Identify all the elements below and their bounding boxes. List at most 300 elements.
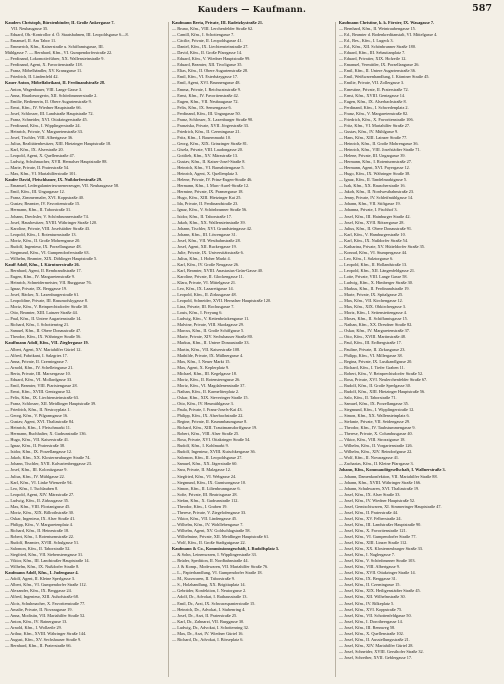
directory-entry: — Josef, Kfm., III. Landstraßer Hauptstraße 90.	[338, 521, 422, 527]
directory-entry: — Berta, Private, III. Marxergasse 10.	[5, 370, 71, 376]
directory-entry: — Heinrich, Kfm., VI. Barnabitengasse 5.	[171, 165, 245, 171]
directory-entry: — Richard, Dr., Advokat, I. Börseplatz 6.	[171, 636, 244, 642]
directory-entry: — Bernhard, Kfm., II. Praterstraße 66.	[5, 642, 72, 648]
directory-entry: — Marie, Private, II. Praterstraße 54.	[5, 165, 70, 171]
directory-entry: — Emilie, Bedienerin, II. Obere Augartenstraße 9.	[5, 98, 92, 104]
directory-entry: — Josef, Kfm., IX. Alser Straße 33.	[338, 491, 401, 497]
directory-entry: — Wilhelm, Kfm., XIV. Reindorfgasse 22.	[338, 449, 413, 455]
directory-entry: — Ernst, Kfm., XVIII. Gentzgasse 14.	[338, 92, 406, 98]
directory-entry: — Josef, Kfm., III. Rennweg 58.	[338, 624, 396, 630]
directory-entry: Kaufer David, Fleischhauer, IX. Nußdorferstraße 29.	[5, 177, 103, 183]
directory-entry: Kauffmann Adolf, Kfm., VII. Zieglergasse 19.	[5, 340, 89, 346]
directory-entry: — Max, Kfm., VIII. Florianigasse 45.	[5, 503, 71, 509]
directory-entry: — Viktor, Kfm., VII. Lindengasse 45.	[171, 515, 238, 521]
directory-entry: — Emanuel, Ledergalanteriewarenerzeuger, VII. Neubaugasse 58.	[5, 183, 120, 189]
directory-entry: — Franziska, Private, XVII. Jörgerstraße 33.	[171, 122, 249, 128]
directory-entry: Kaufmann Adolf, Kfm., I. Judengasse 4.	[5, 570, 79, 576]
directory-entry: — Josef, Tischler, VIII. Albertgasse 36.	[5, 134, 74, 140]
directory-entry: — Ed., Bes., Kfm., I. Lugeck 3.	[338, 38, 394, 44]
page-number: 587	[472, 3, 492, 14]
directory-entry: — Eduard, Ob.-Kontrollor d. Ö. Staatsbahnen, III. Leopoldsgasse 6—8.	[5, 32, 129, 38]
directory-entry: — Heinrich, Private, V. Margaretenstraße 33.	[5, 128, 83, 134]
directory-entry: — Josef, Kfm., XIV. Mariahilfer Gürtel 28.	[338, 642, 414, 648]
directory-entry: — Brüder, Spedition, II. Nordbahnstraße 44.	[171, 558, 249, 564]
directory-entry: — Daniel, Kfm., IX. Liechtensteinstraße 27.	[171, 44, 249, 50]
directory-entry: — Richard, Kfm., II. Heinestraße 18.	[5, 527, 70, 533]
directory-entry: — Siegfried, Kfm., VII. Siebensterngasse 31.	[5, 552, 84, 558]
directory-entry: — Josef, Kfm., IX. Berggasse 31.	[338, 576, 397, 582]
directory-entry: — Hugo, Kfm., VII. Kaiserstraße 41.	[5, 437, 70, 443]
directory-entry: — Max, Kfm., VI. Mariahilferstraße 101.	[5, 171, 77, 177]
directory-entry: — Felix, Kfm., IX. Sensengasse 6.	[171, 104, 232, 110]
directory-entry: — Johann, Kfm., VII. Stiftgasse 19.	[338, 201, 401, 207]
directory-entry: — Otto, Kfm., IV. Heumühlgasse 3.	[171, 400, 234, 406]
directory-entry: — Josef, Kfm., XV. Felberstraße 24.	[338, 515, 402, 521]
directory-entry: — Johann, Schuhwaren, XVI. Thaliastraße 19.	[338, 485, 420, 491]
directory-entry: — Emil, Dr., Arzt, IX. Schwarzspanierstraße 15.	[171, 600, 256, 606]
directory-entry: — Leo, Kfm., I. Tuchlauben 8.	[5, 485, 59, 491]
directory-entry: — Mathilde, Private, IX. Müllnergasse 4.	[171, 352, 244, 358]
directory-entry: — Moriz, Kfm., II. Rotensterngasse 26.	[171, 376, 241, 382]
directory-entry: — Emil, Weißwarenhandlung, I. Kärntner Straße 45.	[338, 74, 430, 80]
directory-entry: — Amalie, Private, II. Novaragasse 19.	[5, 606, 73, 612]
directory-entry: — Philipp, Kfm., VI. Millergasse 38.	[338, 352, 403, 358]
directory-entry: — Nathan, Kfm., XX. Dresdner Straße 82.	[338, 322, 413, 328]
directory-entry: — Franz, Kfm., V. Margaretenstraße 82.	[338, 110, 409, 116]
directory-entry: — Otto, Beamter, XIII. Lainzer Straße 44.	[5, 310, 78, 316]
directory-entry: — Richard, Kfm., I. Schottenring 21.	[5, 322, 70, 328]
directory-entry: — Ludwig, Kfm., X. Himberger Straße 30.	[338, 280, 413, 286]
directory-entry: VII. Neubaugasse 35.	[11, 26, 49, 32]
directory-entry: — Oskar, Ingenieur, IX. Alser Straße 41.	[5, 515, 76, 521]
directory-entry: — Ed., Beamter d. Bodenkreditanstalt, VI. Mittelgasse 4.	[338, 32, 438, 38]
directory-entry: — Fritz, Kfm., I. Bauernmarkt 10.	[171, 134, 232, 140]
directory-entry: — Leopold, Agent, XIV. Märzstraße 27.	[5, 491, 75, 497]
directory-entry: — Emil, Agent, XVI. Brunnengasse 48.	[171, 80, 241, 86]
directory-entry: — Josef, Dr., Arzt, II. Praterstraße 25.	[171, 612, 238, 618]
directory-entry: — Ferdinand, Agent, X. Favoritenstraße 118.	[5, 62, 83, 68]
directory-entry: — Isak, Kfm., XX. Rauscherstraße 16.	[338, 183, 406, 189]
directory-entry: — Leopold, Kfm., XII. Längenfeldgasse 21.	[338, 267, 416, 273]
directory-entry: — Anton, Wagenbauer, VIII. Lange Gasse 3.	[5, 86, 83, 92]
directory-entry: — Gustav, Beamter, IV. Favoritenstraße 15.	[5, 201, 81, 207]
directory-entry: — Karoline, Private, II. Glockengasse 11.	[171, 273, 244, 279]
directory-entry: — Isidor, Kfm., IX. Porzellangasse 12.	[5, 449, 73, 455]
directory-entry: — Malvine, Private, VIII. Skodagasse 29.	[171, 322, 244, 328]
directory-entry: — Siegmund, Kfm., VI. Gumpendorferstraße 63.	[5, 249, 90, 255]
directory-entry: — Adolf, Agent, II. Kleine Sperlgasse 3.	[5, 576, 75, 582]
directory-entry: — Otto, Kfm., XVIII. Martinstraße 48.	[338, 334, 407, 340]
directory-entry: — Hermine, Private, IX. Pramergasse 18.	[171, 189, 244, 195]
directory-entry: Kaufmann & Co., Kommissionsgeschäft, I. Rudolfsplatz 5.	[171, 546, 280, 552]
directory-entry: — Alexander, Kfm., IX. Berggasse 24.	[5, 588, 72, 594]
directory-entry: — Rudolf, Kfm., I. Kohlmarkt 9.	[171, 443, 229, 449]
directory-entry: — Karl, Kfm., IV. Große Neugasse 26.	[171, 261, 239, 267]
directory-entry: — Markus, Kfm., II. Ferdinandstraße 19.	[338, 286, 410, 292]
directory-entry: — Leopold, Agent, X. Quellenstraße 47.	[5, 153, 75, 159]
column-1	[5, 20, 165, 680]
directory-entry: — Simon, Kfm., II. Lilienbrunngasse 6.	[171, 485, 241, 491]
directory-entry: — Marie, Private, IX. Spitalgasse 25.	[338, 292, 404, 298]
directory-entry: — Wilhelmine, Private, XII. Meidlinger Hauptstraße 61.	[171, 533, 270, 539]
directory-entry: — Markus, Kfm., II. Untere Donaustraße 33.	[171, 340, 250, 346]
directory-entry: — Pauline, Private, II. Zirkusgasse 23.	[338, 346, 406, 352]
directory-entry: — Franz, Zimmermaler, XVI. Koppstraße 40.	[5, 195, 84, 201]
directory-entry: — Eduard, Kfm., III. Sebastianplatz 7.	[338, 50, 406, 56]
directory-entry: — Rudolf, Ingenieur, IX. Porzellangasse 48.	[5, 243, 82, 249]
directory-entry: — Nathan, Kfm., II. Karmeliterplatz 2.	[171, 388, 240, 394]
directory-entry: — Josef, Schlosser, III. Landstraße Hauptstraße 72.	[5, 110, 94, 116]
directory-entry: — Stefan, Kfm., X. Gudrunstraße 112.	[171, 497, 239, 503]
directory-entry: — Jakob, Kfm., XX. Wallensteinstraße 39.	[171, 219, 246, 225]
directory-entry: — Regina, Private, IX. Lustkandlgasse 20.	[338, 358, 413, 364]
directory-entry: — Leopold, Kfm., II. Hollandstraße 13.	[338, 261, 408, 267]
directory-entry: — Oskar, Kfm., IV. Margaretenstraße 37.	[338, 328, 410, 334]
directory-entry: — Helene, Private, III. Ungargasse 39.	[338, 153, 406, 159]
directory-entry: — Josef, Kfm., V. Schönbrunner Straße 103.	[338, 558, 416, 564]
directory-entry: — Heinrich, Kfm., VIII. Josefstädter Straße 71.	[338, 146, 421, 152]
directory-entry: — Emma, Private, I. Reichsratsstraße 9.	[171, 86, 241, 92]
directory-entry: — Marie, Private, XIV. Sechshauser Straße 80.	[171, 334, 253, 340]
column-2	[172, 20, 332, 680]
directory-entry: — Klara, Private, VI. Mittelgasse 21.	[171, 280, 237, 286]
directory-entry: Kaufmann Berta, Private, III. Radetzkystraße 21.	[171, 20, 264, 25]
page-header	[0, 4, 504, 18]
directory-entry: — Emanuel, II. Am Tabor 11.	[5, 38, 57, 44]
directory-entry: — Josef, Schreiber, XVII. Geblergasse 17.	[338, 654, 413, 660]
directory-entry: — Johanna, Private, I. Fischhof 3.	[338, 207, 398, 213]
directory-entry: — Gisela, Private, VIII. Laudongasse 20.	[171, 146, 244, 152]
directory-entry: — Josef, Kfm., XII. Wilhelmstraße 30.	[338, 594, 406, 600]
directory-entry: — Wilhelm, Beamter, XIX. Döblinger Hauptstraße 5.	[5, 255, 98, 261]
directory-entry: — Josef, Kfm., III. Hainburger Straße 42.	[338, 213, 411, 219]
directory-entry: — Josef, Kfm., IV. Rilkeplatz 5.	[338, 600, 395, 606]
directory-entry: — Ida, Private, II. Ferdinandstraße 23.	[171, 201, 239, 207]
directory-entry: — Therese, Private, X. Columbusgasse 40.	[338, 431, 413, 437]
directory-entry: — Ferdinand, Kfm., I. Schwedenplatz 2.	[338, 104, 409, 110]
directory-entry: — Max, Kfm., VII. Kirchengasse 12.	[338, 298, 403, 304]
directory-entry: — Wilhelm, Kfm., II. Vorgartenstraße 126.	[338, 443, 413, 449]
directory-entry: — Sara, Private, II. Malzgasse 12.	[171, 467, 231, 473]
directory-entry: — Josef, Kfm., XIX. Heiligenstädter Straße 45.	[338, 588, 421, 594]
directory-entry: — Simon, Kfm., XX. Wallensteinplatz 6.	[338, 413, 410, 419]
directory-entry: — Zacharias, Kfm., II. Kleine Pfarrgasse 3.	[338, 461, 414, 467]
directory-entry: — Therese, Private, V. Ziegelofengasse 33.	[171, 509, 247, 515]
directory-entry: — Karl, Kfm., IX. Alserstraße 20.	[5, 146, 64, 152]
directory-entry: — Siegmund, Kfm., I. Wipplingerstraße 12.	[338, 407, 415, 412]
directory-entry: — Friedrich, Kfm., X. Favoritenstraße 106.	[338, 116, 414, 122]
directory-entry: — Gustav, Kfm., II. Kaiser-Josef-Straße 8.	[171, 159, 246, 165]
directory-entry: — Helene, Private, IV. Prinz-Eugen-Straße 46.	[171, 177, 253, 183]
directory-entry: — Emanuel, Vermittler, IX. Porzellangasse 26.	[338, 62, 420, 68]
directory-entry: — Jakob, Kfm., II. Nordwestbahnstraße 23.	[338, 189, 415, 195]
directory-entry: — Josef, Kfm., X. Quellenstraße 102.	[338, 630, 404, 636]
directory-entry: — Max, Dr., Arzt, IV. Wiedner Gürtel 16.	[171, 630, 244, 636]
directory-entry: — Rudolf, Kfm., II. Große Sperlgasse 30.	[338, 382, 411, 388]
directory-entry: — Franz, Schneider, XVI. Ottakringerstraße 45.	[5, 116, 88, 122]
directory-entry: — Ignaz, Kfm., V. Schönbrunner Straße 56.	[171, 207, 248, 213]
directory-entry: — Leopold, Kfm., II. Zirkusgasse 48.	[171, 292, 237, 298]
directory-entry: — Philipp, Kfm., IX. Alserbachstraße 22.	[171, 413, 244, 419]
directory-entry: — Elias, Kfm., II. Obere Augartenstraße 28.	[171, 68, 249, 74]
directory-entry: — Josef, Hausbesitzer, XVIII. Währinger Straße 120.	[5, 219, 98, 225]
directory-entry: — Josef, Kfm., X. Favoritenstraße 121.	[338, 527, 407, 533]
directory-entry: — August, Kfm., XV. Sechshauser Straße 9.	[5, 636, 82, 642]
directory-entry: — Louis, Kfm., I. Freyung 6.	[171, 310, 223, 316]
directory-entry: — David, Kfm., II. Große Pfarrgasse 14.	[171, 50, 243, 56]
directory-entry: — Rudolf, Kfm., XIII. Hietzinger Hauptstraße 56.	[338, 388, 426, 394]
directory-entry: — Leopoldine, Private, III. Rasumofskygasse 8.	[5, 298, 88, 304]
directory-entry: — Gottlieb, Kfm., XV. Märzstraße 13.	[171, 153, 239, 159]
directory-entry: — Michael, Kfm., III. Kegelgasse 18.	[171, 370, 238, 376]
directory-entry: — Leopold, Kfm., I. Rotenturmstraße 13.	[5, 231, 77, 237]
directory-entry: — Georg, Kfm., XIX. Grinzinger Straße 81.	[171, 140, 249, 146]
directory-entry: — Josef, Kfm., VII. Westbahnstraße 28.	[171, 237, 241, 243]
directory-entry: — Ernestine, Private, II. Praterstraße 72.	[338, 86, 409, 92]
directory-entry: — Josef, Kfm., XVI. Koppstraße 75.	[338, 606, 403, 612]
directory-entry: — Eugen, Kfm., VII. Neubaugasse 72.	[171, 98, 239, 104]
directory-entry: — Salomon, Kfm., II. Taborstraße 52.	[5, 546, 71, 552]
directory-entry: — & Sohn, Leinenwaren, I. Wipplingerstraße 33.	[171, 552, 257, 558]
directory-entry: — Hermann, Kfm., I. Marc-Aurel-Straße 12.	[171, 183, 250, 189]
directory-entry: — Theodor, Kfm., IV. Taubstummengasse 9.	[338, 425, 416, 431]
directory-entry: — Hugo, Kfm., XIII. Hietzinger Kai 25.	[171, 195, 242, 201]
directory-columns	[5, 20, 499, 680]
directory-entry: — Alfred, Ingenieur, XIII. Auhofstraße 68.	[5, 594, 79, 600]
directory-entry: — Ferdinand, Kfm., I. Wipplingerstraße 24.	[5, 122, 81, 128]
directory-entry: — Franz, Möbelhändler, XV. Kranzgasse 11.	[5, 68, 83, 74]
directory-entry: — Theodor, Kfm., I. Graben 19.	[171, 503, 228, 509]
directory-entry: Johann, Kfm., Kommanditgesellschaft, I. Wallnerstraße 3.	[338, 467, 446, 473]
directory-entry: — Josef, Gemischtwaren, XI. Simmeringer Hauptstraße 47.	[338, 503, 442, 509]
directory-entry: — Johann, Tischler, XVII. Kalvarienberggasse 23.	[5, 461, 92, 467]
directory-entry: — Siegfried, Kfm., VI. Webgasse 24.	[171, 473, 237, 479]
directory-entry: — Karl, Beamter, XVIII. Anastasius-Grün-Gasse 40.	[171, 267, 263, 273]
directory-entry: — Rudolf, Ingenieur, XVIII. Kutschkergasse 36.	[171, 449, 256, 455]
directory-entry: — Arnold, Kfm., IV. Schelleingasse 21.	[5, 364, 74, 370]
directory-entry: — Arnold, Kfm., I. Wollzeile 29.	[5, 624, 62, 630]
directory-entry: — Julius, Realitätenbesitzer, XIII. Hietzinger Hauptstraße 18.	[5, 140, 112, 146]
directory-entry: — Friedrich, II. Lindenfeld 42.	[5, 74, 59, 80]
directory-entry: — Moriz, Kfm., VI. Magdalenenstraße 37.	[171, 382, 246, 388]
directory-entry: — Rosa, Private, XVI. Ottakringer Straße 54.	[171, 437, 251, 443]
directory-entry: — Oskar, Kfm., XIX. Sieveringer Straße 15.	[171, 394, 249, 400]
directory-entry: — Wolf, Kfm., II. Große Stadtgutgasse 22.	[171, 540, 246, 546]
directory-entry: — Johann, Damenkonfektion, VII. Mariahilfer Straße 88.	[338, 473, 438, 479]
directory-entry: — Josef, Kfm., VI. Gumpendorfer Straße 77.	[338, 533, 417, 539]
directory-entry: — Hermann, Buchhalter, X. Gudrunstraße 136.	[5, 431, 87, 437]
directory-entry: — Regine, Private, II. Krummbaumgasse 8.	[171, 419, 248, 425]
directory-entry: — Stefanie, Private, VII. Seidengasse 29.	[338, 419, 411, 425]
directory-entry: — Emil, Kfm., VI. Esterházygasse 17.	[171, 74, 239, 80]
directory-entry: — Eugen, Kfm., IV. Margaretenstraße 9.	[5, 273, 76, 279]
directory-entry: — Isidor, Kfm., II. Taborstraße 17.	[171, 213, 232, 219]
directory-entry: — Paul, Kfm., III. Erdbergstraße 17.	[338, 340, 402, 346]
directory-entry: — Eugen, Kfm., IX. Alserbachstraße 8.	[338, 98, 407, 104]
directory-entry: — Ludwig, Kfm., V. Kettenbrückengasse 11.	[171, 316, 250, 322]
directory-entry: — Karl, Kfm., VI. Linke Wienzeile 94.	[5, 479, 73, 485]
directory-entry: — Samuel, Kfm., II. Obere Donaustraße 47.	[5, 328, 82, 334]
directory-entry: — Anna, Modistin, VII. Mariahilfer Straße 52.	[5, 612, 86, 618]
directory-entry: — Josef, Kfm., II. Praterstraße 44.	[338, 509, 399, 515]
directory-entry: — Lotte, Private, VIII. Lange Gasse 58.	[338, 273, 408, 279]
directory-entry: — Wilhelm, Kfm., IX. Nußdorfer Straße 8.	[5, 564, 80, 570]
directory-entry: — Katharina, Private, XV. Hütteldorfer Straße 35.	[338, 243, 426, 249]
directory-entry: — Bruno, Kfm., VIII. Lerchenfelder Straße 62.	[171, 26, 254, 32]
directory-entry: — Ferdinand, Kfm., III. Ungargasse 50.	[171, 110, 241, 116]
directory-entry: — Salomon, Kfm., II. Leopoldsgasse 27.	[171, 455, 243, 461]
directory-entry: — Ferdinand, Lokomotivführer, XX. Wallensteinstraße 9.	[5, 56, 105, 62]
directory-entry: — Paul, Kfm., II. Untere Augartenstraße 14.	[5, 316, 82, 322]
directory-entry: — Ernst, Kfm., IV. Favoritenstraße 42.	[171, 92, 239, 98]
directory-entry: — Bernhard, Agent, II. Rembrandtstraße 17.	[5, 267, 82, 273]
directory-entry: — Josef, Kfm., XVII. Ottakringer Straße 14.	[338, 570, 416, 576]
directory-entry: — Karl, Kfm., V. Hamburgerstraße 10.	[338, 231, 406, 237]
directory-entry: — Ludwig, Schuhmacher, XVII. Hernalser Hauptstraße 88.	[5, 159, 108, 165]
directory-entry: — Emmerich, Kfm., Kaiserstraße u. Schiffamtsgasse, III.	[5, 44, 104, 50]
directory-entry: — Heinrich, Kfm., I. Fleischmarkt 11.	[5, 425, 71, 431]
directory-entry: — Robert, Kfm., V. Reinprechtsdorfer Straße 52.	[338, 370, 424, 376]
directory-entry: — Eduard, Kfm., V. Wiedner Hauptstraße 99.	[171, 56, 251, 62]
directory-entry: — Karl, Dr., Zahnarzt, VII. Burggasse 30.	[171, 618, 245, 624]
column-3	[339, 20, 499, 680]
directory-entry: — Gustav, Agent, XVI. Thaliastraße 84.	[5, 419, 75, 425]
directory-entry: — Emilie, Private, VII. Zollergasse 3.	[338, 80, 405, 86]
directory-entry: — Josef, Kfm., XVII. Rötzergasse 28.	[338, 219, 405, 225]
directory-entry: — Moses, Kfm., II. Schiffamtsgasse 15.	[338, 316, 408, 322]
directory-entry: — Theodor, Kfm., IX. Währinger Straße 56.	[5, 334, 82, 340]
directory-entry: — Hugo, Kfm., IX. Währinger Straße 38.	[338, 171, 411, 177]
directory-entry: — Anna, Private, II. Czerningasse 7.	[5, 358, 69, 364]
directory-entry: — Ignaz, Private, IX. Berggasse 19.	[5, 286, 68, 292]
directory-entry: — Albert, Kfm., VI. Gumpendorfer Straße 112.	[5, 582, 87, 588]
directory-entry: — Martin, Kfm., VII. Kaiserstraße 108.	[171, 346, 241, 352]
directory-entry: — Moriz, Kfm., I. Seitenstettengasse 4.	[338, 310, 407, 316]
directory-entry: — Julius, Kfm., II. Obere Donaustraße 91.	[338, 225, 413, 231]
directory-entry: — Adolf, Dr., Advokat, I. Rathausstraße 13.	[171, 594, 248, 600]
directory-entry: — Bernhard, Kfm., II. Weintraubengasse 15.	[338, 26, 416, 32]
directory-entry: — Jenny, Private, IV. Schleifmühlgasse 14.	[338, 195, 414, 201]
column-divider	[168, 22, 169, 677]
directory-entry: — Paula, Private, I. Franz-Josefs-Kai 43.	[171, 407, 243, 412]
directory-entry: — Cäcilie, Private, II. Leopoldsgasse 41.	[171, 38, 243, 44]
directory-entry: — Heinrich, Dr., Advokat, I. Stubenring 4.	[171, 606, 246, 612]
directory-entry: — Hans, Kfm., XIII. Lainzer Straße 77.	[338, 134, 408, 140]
directory-entry: — M., Kurzwaren, II. Taborstraße 9.	[171, 576, 235, 582]
directory-entry: — Hermann, Agent, XVI. Payergasse 12.	[338, 165, 410, 171]
directory-entry: — Alois, Schuhmacher, X. Favoritenstraße 77.	[5, 600, 86, 606]
directory-entry: — Max, Kfm., XIX. Obkirchergasse 3.	[338, 304, 406, 310]
directory-entry: — Emil, Kfm., III. Ungargasse 12.	[5, 189, 65, 195]
directory-entry: — L., Papierhandlung, VI. Gumpendorfer Straße 18.	[171, 570, 263, 576]
directory-entry: — Georg, Kfm., V. Pilgramgasse 16.	[5, 413, 69, 419]
directory-entry: — Arthur, Kfm., XVIII. Währinger Straße 144.	[5, 630, 87, 636]
directory-entry: — Sofie, Private, III. Beatrixgasse 28.	[171, 491, 238, 497]
directory-entry: — Hermann, Kfm., II. Taborstraße 31.	[5, 207, 72, 213]
directory-entry: — Josef, Kfm., VIII. Albertgasse 9.	[338, 564, 400, 570]
directory-entry: — Josef, Kfm., IV. Wiedner Hauptstraße 52.	[338, 497, 416, 503]
directory-entry: — Leo, Kfm., I. Salztorgasse 6.	[338, 255, 394, 261]
directory-entry: — Johann, Kfm., XVIII. Währinger Straße 166.	[338, 479, 422, 485]
directory-entry: — Josef, Agent, XII. Ruckergasse 19.	[171, 243, 237, 249]
directory-entry: — Emil, Beamter, VIII. Piaristengasse 28.	[5, 382, 78, 388]
directory-entry: — Marcus, Kfm., II. Große Schiffgasse 5.	[171, 328, 245, 334]
directory-entry: — Josef, Kfm., I. Dorotheergasse 14.	[338, 618, 403, 624]
directory-entry: — Josef, Kfm., II. Ausstellungsstraße 21.	[338, 636, 410, 642]
directory-entry: — Johann, Kfm., III. Löwengasse 31.	[171, 231, 237, 237]
directory-entry: — J. & Komp., Modewaren, VII. Mariahilfer Straße 76.	[171, 564, 269, 570]
directory-entry: — Heinrich, Schneidermeister, VII. Burggasse 76.	[5, 280, 92, 286]
directory-entry: — Josef, Kfm., XX. Klosterneuburger Straße 33.	[338, 546, 424, 552]
directory-entry: — Josef, Kfm., III. Kolonitzgasse 9.	[5, 467, 68, 473]
directory-entry: Mühlgasse 7. — Bernhard, Kfm., VI. Gumpendorferstraße 22.	[5, 50, 113, 56]
directory-entry: — Max, Agent, X. Keplerplatz 9.	[171, 364, 230, 370]
directory-entry: — Richard, Kfm., XIII. Trauttmansdorffgasse 19.	[171, 425, 258, 431]
directory-entry: — Samuel, Kfm., IX. Porzellangasse 35.	[338, 400, 409, 406]
directory-entry: — Josef, Kfm., I. Naglergasse 7.	[338, 552, 395, 558]
directory-entry: — Moriz, Kfm., XIX. Billrothstraße 30.	[5, 509, 74, 515]
directory-entry: — Siegmund, Kfm., IX. Garnisongasse 10.	[171, 479, 247, 485]
directory-entry: — Franz, Schlosser, X. Laxenburger Straße 90.	[171, 116, 254, 122]
directory-entry: — Karoline, Private, VIII. Josefstädter Straße 43.	[5, 225, 91, 231]
directory-entry: — Lina, Private, III. Rochusgasse 7.	[171, 304, 235, 310]
directory-entry: — Ludwig, Kfm., II. Zirkusgasse 35.	[5, 497, 69, 503]
directory-entry: — Moriz, Kfm., V. Reinprechtsdorfer Straße 30.	[5, 304, 89, 310]
directory-entry: — Eduard, Beamter, XII. Tivoligasse 35.	[171, 62, 243, 68]
directory-entry: — S., Holzhandlung, XX. Brigittaplatz 14.	[171, 582, 246, 588]
directory-entry: Kauff Adolf, Kfm., I. Kärntnerstraße 26.	[5, 261, 80, 267]
directory-entry: — Moriz, Kfm., II. Große Mohrengasse 20.	[5, 237, 81, 243]
directory-entry: — Gebrüder, Konfektion, I. Neutorgasse 2.	[171, 588, 247, 594]
directory-entry: — Heinrich, Agent, X. Quellenplatz 3.	[171, 171, 239, 177]
directory-entry: — Julius, Kfm., I. Hoher Markt 4.	[171, 255, 231, 261]
directory-entry: — Heinrich, Kfm., II. Große Mohrengasse 36.	[338, 140, 419, 146]
directory-entry: — Felix, Kfm., IX. Liechtensteinstraße 63.	[5, 394, 79, 400]
directory-entry: — Karl, Kfm., IX. Nußdorfer Straße 54.	[338, 237, 409, 243]
directory-entry: — Wolf, Kfm., II. Novaragasse 41.	[338, 455, 400, 461]
directory-entry: — Anton, Kfm., IV. Rainergasse 13.	[5, 618, 68, 624]
directory-entry: — Max, Kfm., I. Neuer Markt 15.	[171, 358, 231, 364]
directory-entry: — Jakob, Kfm., XX. Klosterneuburger Straße 74.	[5, 455, 91, 461]
directory-entry: — Julie, Private, IX. Universitätsstraße 6.	[171, 249, 244, 255]
directory-entry: — Viktor, Kfm., VIII. Strozzigasse 18.	[338, 437, 406, 443]
directory-entry: — Rudolf, Beamter, XVIII. Schulgasse 51.	[5, 540, 80, 546]
directory-entry: — Richard, Kfm., I. Tiefer Graben 11.	[338, 364, 405, 370]
directory-entry: — Emil, Kfm., II. Untere Augartenstraße 36.	[338, 68, 416, 74]
directory-entry: — Friedrich, Kfm., II. Nestroyplatz 1.	[5, 407, 71, 412]
directory-entry: — Hermann, Kfm., I. Rotenturmstraße 27.	[338, 159, 412, 165]
directory-entry: — Ignaz, Kfm., II. Tandelmarktgasse 5.	[338, 177, 408, 183]
directory-entry: Kaufmann Christine, k. k. Förster, IX. Wasagasse 7.	[338, 20, 435, 25]
directory-entry: — Albert, Agent, XV. Mariahilfer Gürtel 12.	[5, 346, 82, 352]
directory-entry: — Ernst, Kfm., XVIII. Gentzgasse 52.	[5, 388, 72, 394]
directory-entry: — Konrad, Kfm., VI. Stumpergasse 44.	[338, 249, 408, 255]
directory-entry: — Gustav, Kfm., IV. Mühlgasse 9.	[338, 128, 399, 134]
directory-entry: Kauders Christoph, Bürstenbinder, II. Große Ankergasse 7.	[5, 20, 115, 25]
directory-entry: — Anna, Hausbesorgerin, XII. Schönbrunnerstraße 2.	[5, 92, 98, 98]
directory-entry: — Salo, Kfm., II. Taborstraße 71.	[338, 394, 397, 400]
directory-entry: — Julius, Kfm., IV. Mühlgasse 22.	[5, 473, 65, 479]
directory-entry: — Wilhelm, Kfm., IV. Wohllebengasse 7.	[171, 521, 244, 527]
directory-entry: — Johann, Tischler, XVI. Grundsteingasse 42.	[171, 225, 253, 231]
directory-entry: — Josef, Kfm., II. Czerningasse 15.	[338, 582, 401, 588]
running-head: Kauders — Kaufmann.	[197, 4, 307, 14]
directory-entry: — Samuel, Kfm., XX. Jägerstraße 60.	[171, 461, 238, 467]
directory-entry: — Alfred, Fabrikant, I. Salzgries 17.	[5, 352, 68, 358]
directory-entry: — Josef, Bäcker, X. Laxenburgerstraße 61.	[5, 292, 80, 298]
directory-entry: — Wilhelm, Agent, XV. Goldschlagstraße 58.	[171, 527, 251, 533]
directory-entry: — Josef, Schneider, XVIII. Gersthofer Straße 32.	[338, 648, 424, 654]
